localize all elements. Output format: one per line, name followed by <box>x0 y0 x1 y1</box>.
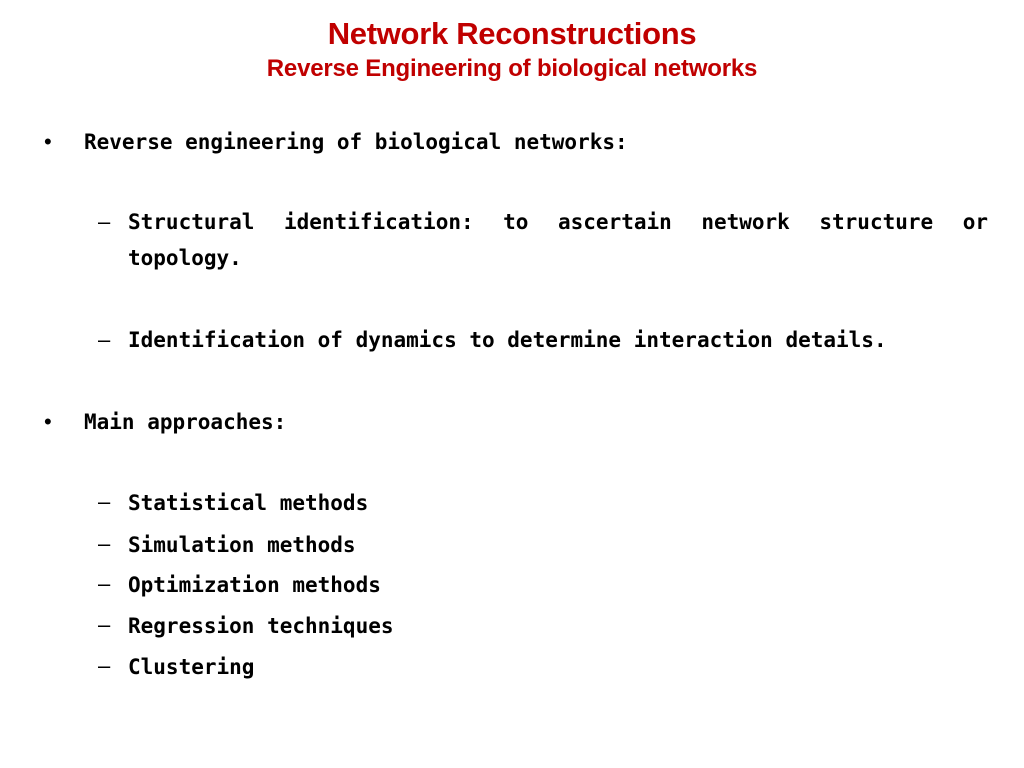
dash-marker: – <box>98 653 111 678</box>
bullet-marker: • <box>44 129 52 154</box>
bullet-text: Reverse engineering of biological networks: <box>84 130 628 154</box>
slide-subtitle: Reverse Engineering of biological networks <box>266 55 758 82</box>
dash-marker: – <box>98 327 111 352</box>
dash-marker: – <box>98 489 111 514</box>
sub-item-text: Clustering <box>128 655 255 679</box>
sub-item-text: Structural identification: to ascertain network structure or topology. <box>128 210 988 270</box>
sub-item-text: Optimization methods <box>128 573 381 597</box>
bullet-marker: • <box>44 409 52 434</box>
sub-item-text: Statistical methods <box>128 491 369 515</box>
dash-marker: – <box>98 612 111 637</box>
bullet-text: Main approaches: <box>84 410 287 434</box>
sub-item-text: Simulation methods <box>128 533 356 557</box>
dash-marker: – <box>98 531 111 556</box>
sub-item-text: Regression techniques <box>128 614 394 638</box>
sub-item-text: Identification of dynamics to determine interaction details. <box>128 328 887 352</box>
slide-title: Network Reconstructions <box>327 16 697 51</box>
dash-marker: – <box>98 209 111 234</box>
dash-marker: – <box>98 571 111 596</box>
